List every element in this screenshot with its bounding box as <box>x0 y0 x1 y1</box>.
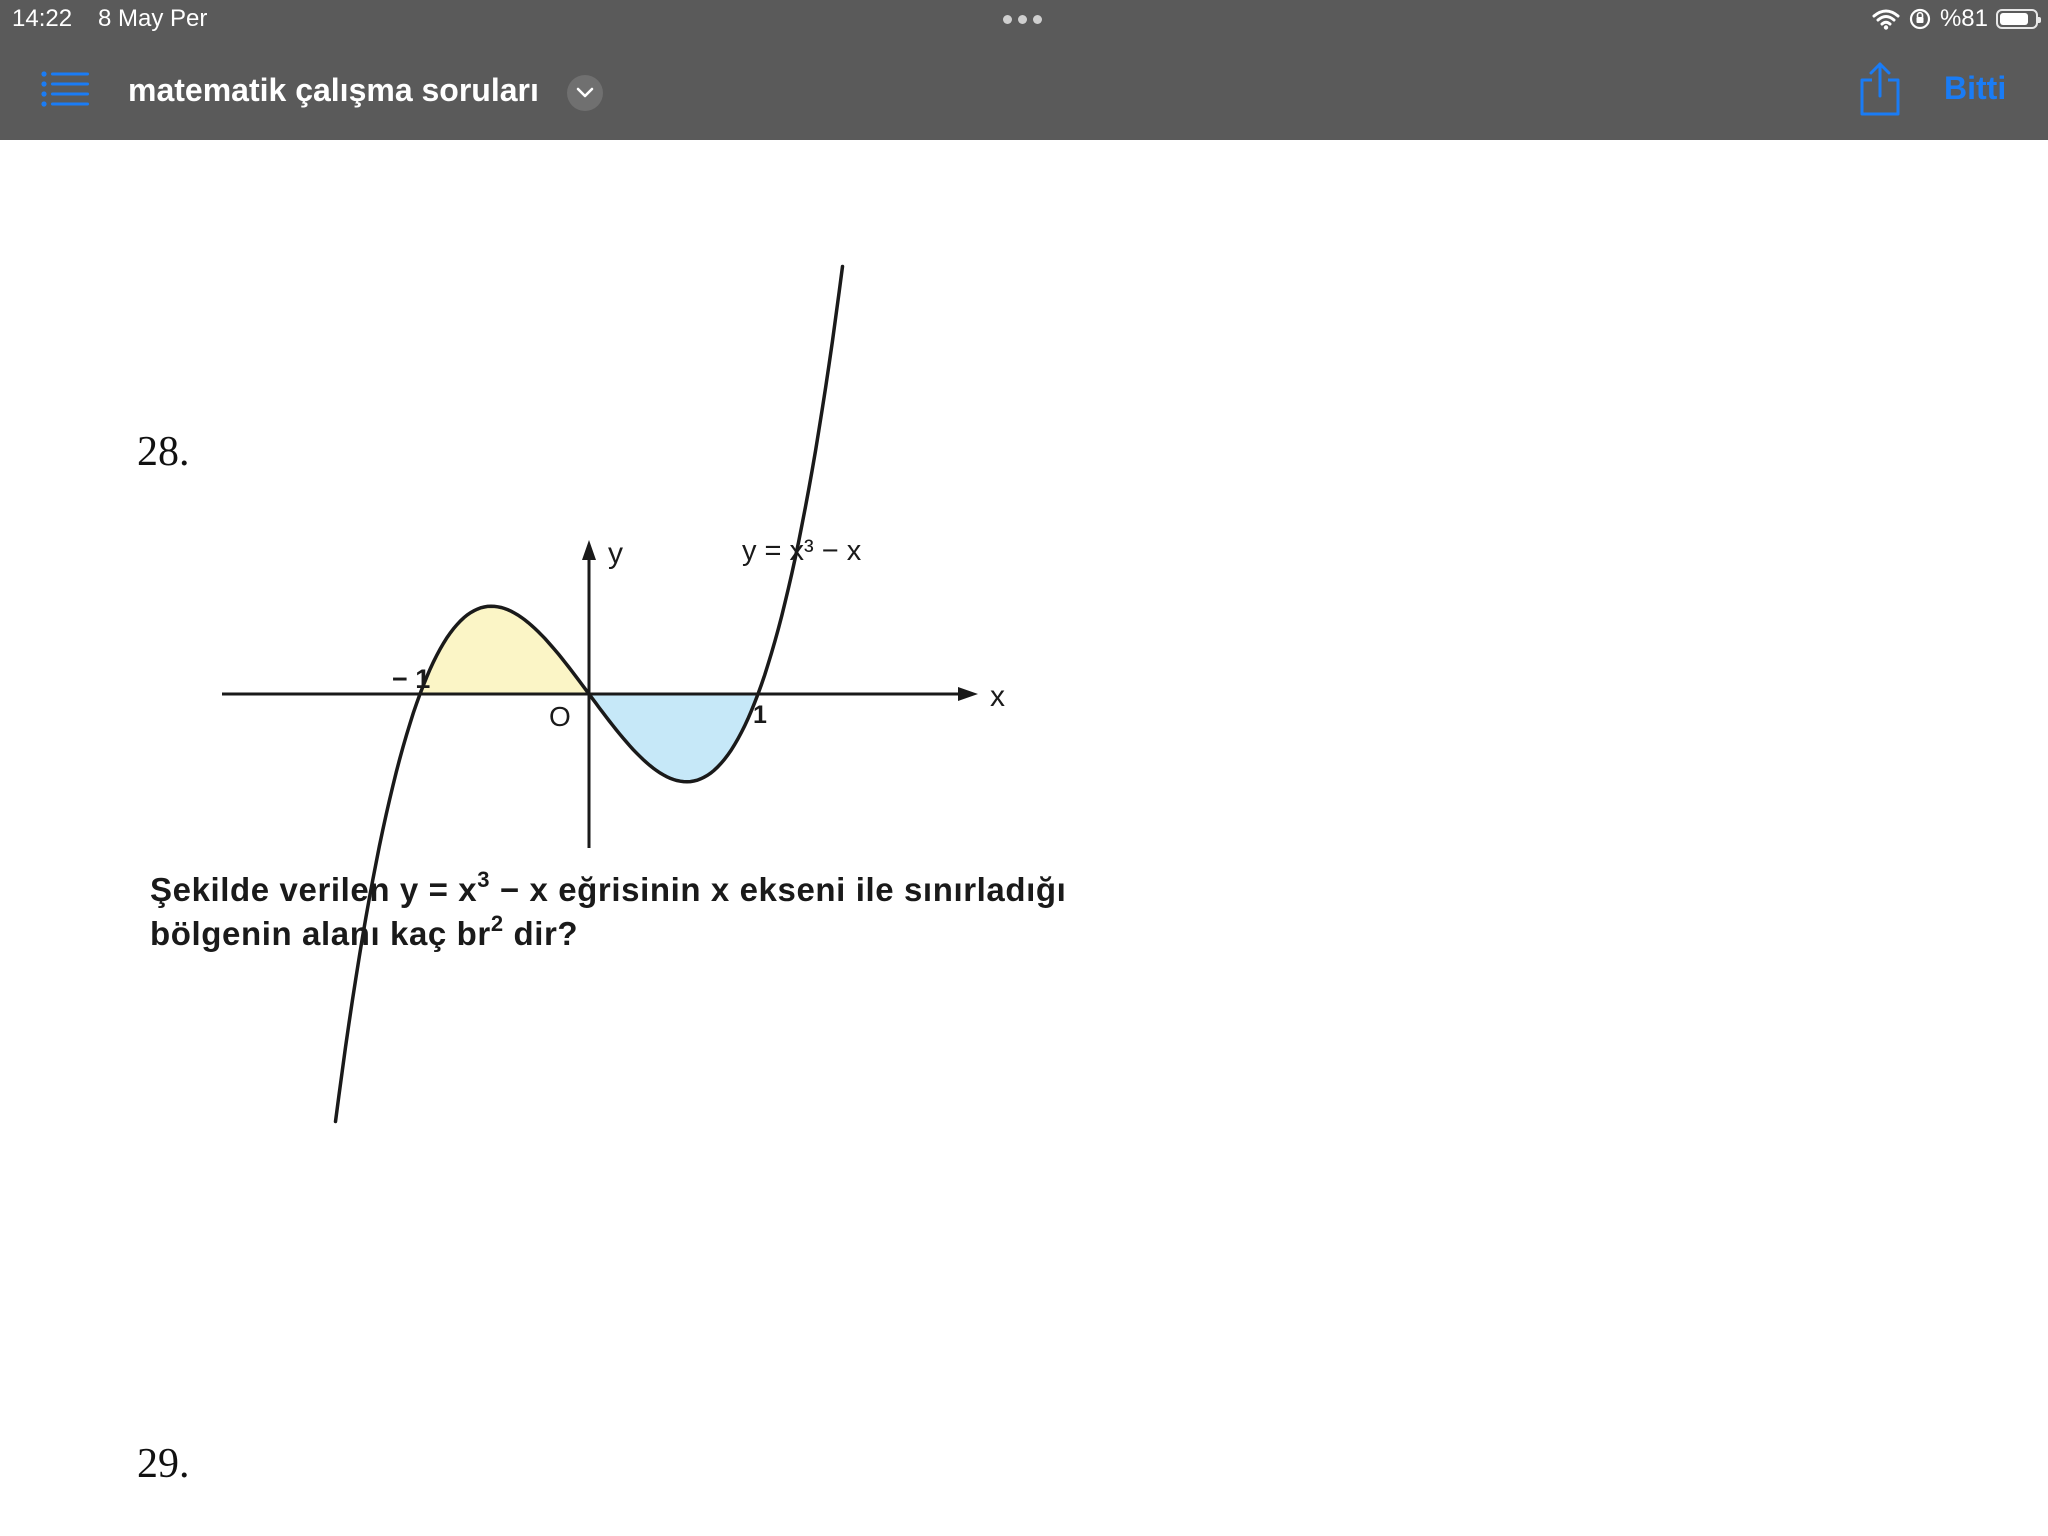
left-shaded-region <box>420 606 589 694</box>
tick-label-one: 1 <box>753 701 767 729</box>
question-line-1 <box>150 868 1350 912</box>
y-axis-arrow-icon <box>582 540 596 560</box>
curve-equation-label: y = x³ − x <box>742 535 862 567</box>
done-button[interactable]: Bitti <box>1944 70 2007 106</box>
x-axis-arrow-icon <box>958 687 978 701</box>
question-line-2 <box>150 912 1350 956</box>
question-line-2-part-2: dir? <box>503 915 579 952</box>
document-title[interactable]: matematik çalışma soruları <box>128 72 539 108</box>
exponent-2: 2 <box>490 911 504 936</box>
tick-label-neg-one: − 1 <box>392 664 431 694</box>
battery-percentage: %81 <box>1939 5 1988 32</box>
question-line-1-part-2: − x eğrisinin x ekseni ile sınırladığı <box>490 871 1067 908</box>
x-axis-label: x <box>990 680 1005 713</box>
right-shaded-region <box>589 694 758 782</box>
status-date: 8 May Per <box>98 5 208 32</box>
question-number-28: 28. <box>137 429 190 475</box>
question-line-1-part-1: Şekilde verilen y = x <box>150 871 478 908</box>
question-28-text <box>150 868 1350 956</box>
y-axis-label: y <box>608 537 623 570</box>
exponent-3: 3 <box>477 867 491 892</box>
origin-label: O <box>549 701 571 732</box>
status-time: 14:22 <box>12 5 73 32</box>
question-line-2-part-1: bölgenin alanı kaç br <box>150 915 491 952</box>
question-number-29: 29. <box>137 1441 190 1487</box>
